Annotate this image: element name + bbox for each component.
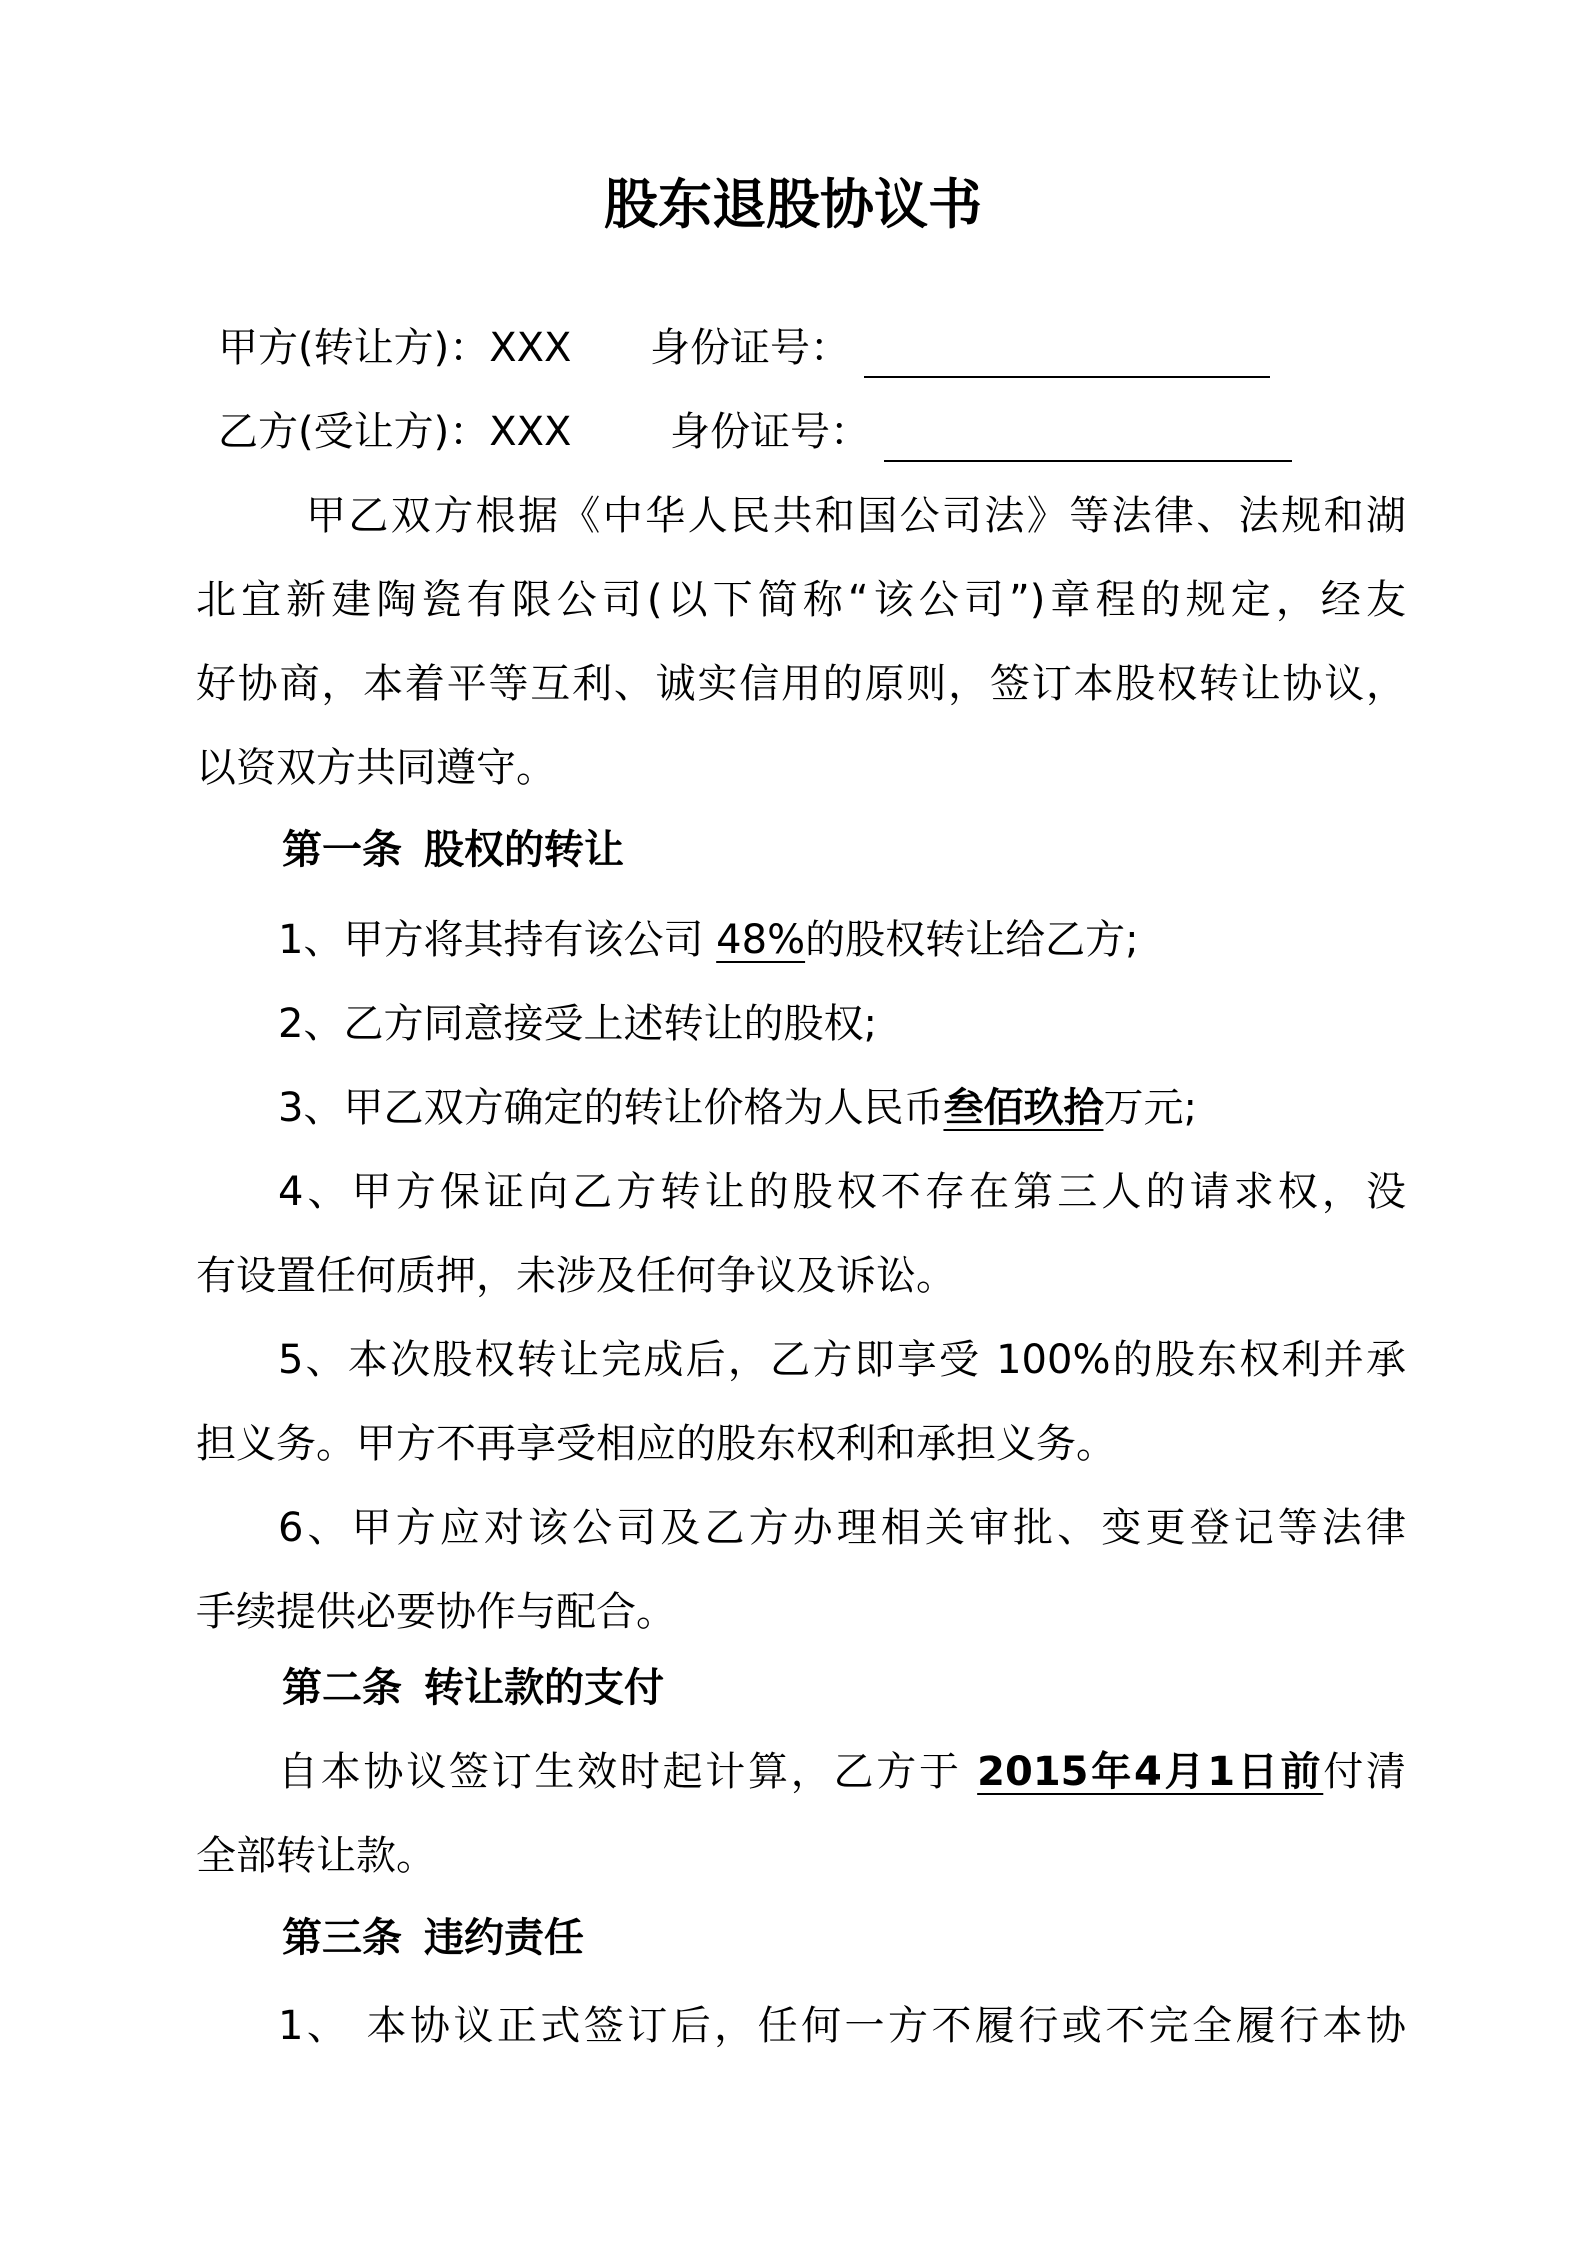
- preamble-line-3: 好协商，本着平等互利、诚实信用的原则，签订本股权转让协议，: [196, 661, 1406, 707]
- article-2-number: 第二条: [282, 1665, 402, 1711]
- article-2-text-line-2: 全部转让款。: [196, 1833, 436, 1879]
- party-b-id-label: 身份证号：: [670, 409, 870, 455]
- party-a-id-label: 身份证号：: [650, 325, 850, 371]
- article-3-item-1: 1、 本协议正式签订后，任何一方不履行或不完全履行本协: [278, 2003, 1406, 2049]
- article-1-item-5-line-1: 5、本次股权转让完成后，乙方即享受 100%的股东权利并承: [278, 1337, 1406, 1383]
- party-b-id-blank: [884, 460, 1292, 462]
- article-1-item-2: 2、乙方同意接受上述转让的股权;: [278, 1001, 877, 1047]
- share-percentage: 48%: [716, 917, 806, 963]
- article-2-text-line-1: 自本协议签订生效时起计算，乙方于 2015年4月1日前付清: [278, 1749, 1407, 1795]
- party-b-line: [218, 408, 571, 456]
- preamble-line-2: 北宜新建陶瓷有限公司(以下简称“该公司”)章程的规定，经友: [196, 577, 1406, 623]
- document-title: 股东退股协议书: [604, 173, 982, 236]
- article-1-item-3: 3、甲乙双方确定的转让价格为人民币叁佰玖拾万元;: [278, 1085, 1197, 1131]
- party-a-label: 甲方(转让方)：: [218, 325, 490, 371]
- transfer-price: 叁佰玖拾: [943, 1085, 1104, 1131]
- article-3-heading: [282, 1914, 584, 1962]
- article-1-item-6-line-2: 手续提供必要协作与配合。: [196, 1589, 676, 1635]
- article-1-item-1: 1、甲方将其持有该公司 48%的股权转让给乙方;: [278, 917, 1139, 963]
- party-b-label: 乙方(受让方)：: [218, 409, 490, 455]
- preamble-line-4: 以资双方共同遵守。: [196, 745, 556, 791]
- party-a-id-blank: [864, 376, 1270, 378]
- article-2-heading: [282, 1664, 664, 1712]
- payment-deadline: 2015年4月1日前: [977, 1749, 1324, 1795]
- article-1-number: 第一条: [282, 827, 402, 873]
- article-3-number: 第三条: [282, 1915, 402, 1961]
- party-a-name: XXX: [489, 325, 572, 371]
- party-b-name: XXX: [489, 409, 572, 455]
- article-2-title: 转让款的支付: [424, 1665, 664, 1711]
- article-1-item-4-line-2: 有设置任何质押，未涉及任何争议及诉讼。: [196, 1253, 956, 1299]
- article-1-heading: [282, 826, 624, 874]
- article-1-item-6-line-1: 6、甲方应对该公司及乙方办理相关审批、变更登记等法律: [278, 1505, 1406, 1551]
- party-a-line: [218, 324, 571, 372]
- article-1-item-4-line-1: 4、甲方保证向乙方转让的股权不存在第三人的请求权，没: [278, 1169, 1406, 1215]
- article-3-title: 违约责任: [424, 1915, 584, 1961]
- article-1-item-5-line-2: 担义务。甲方不再享受相应的股东权利和承担义务。: [196, 1421, 1116, 1467]
- article-1-title: 股权的转让: [424, 827, 624, 873]
- preamble-line-1: 甲乙双方根据《中华人民共和国公司法》等法律、法规和湖: [306, 493, 1406, 539]
